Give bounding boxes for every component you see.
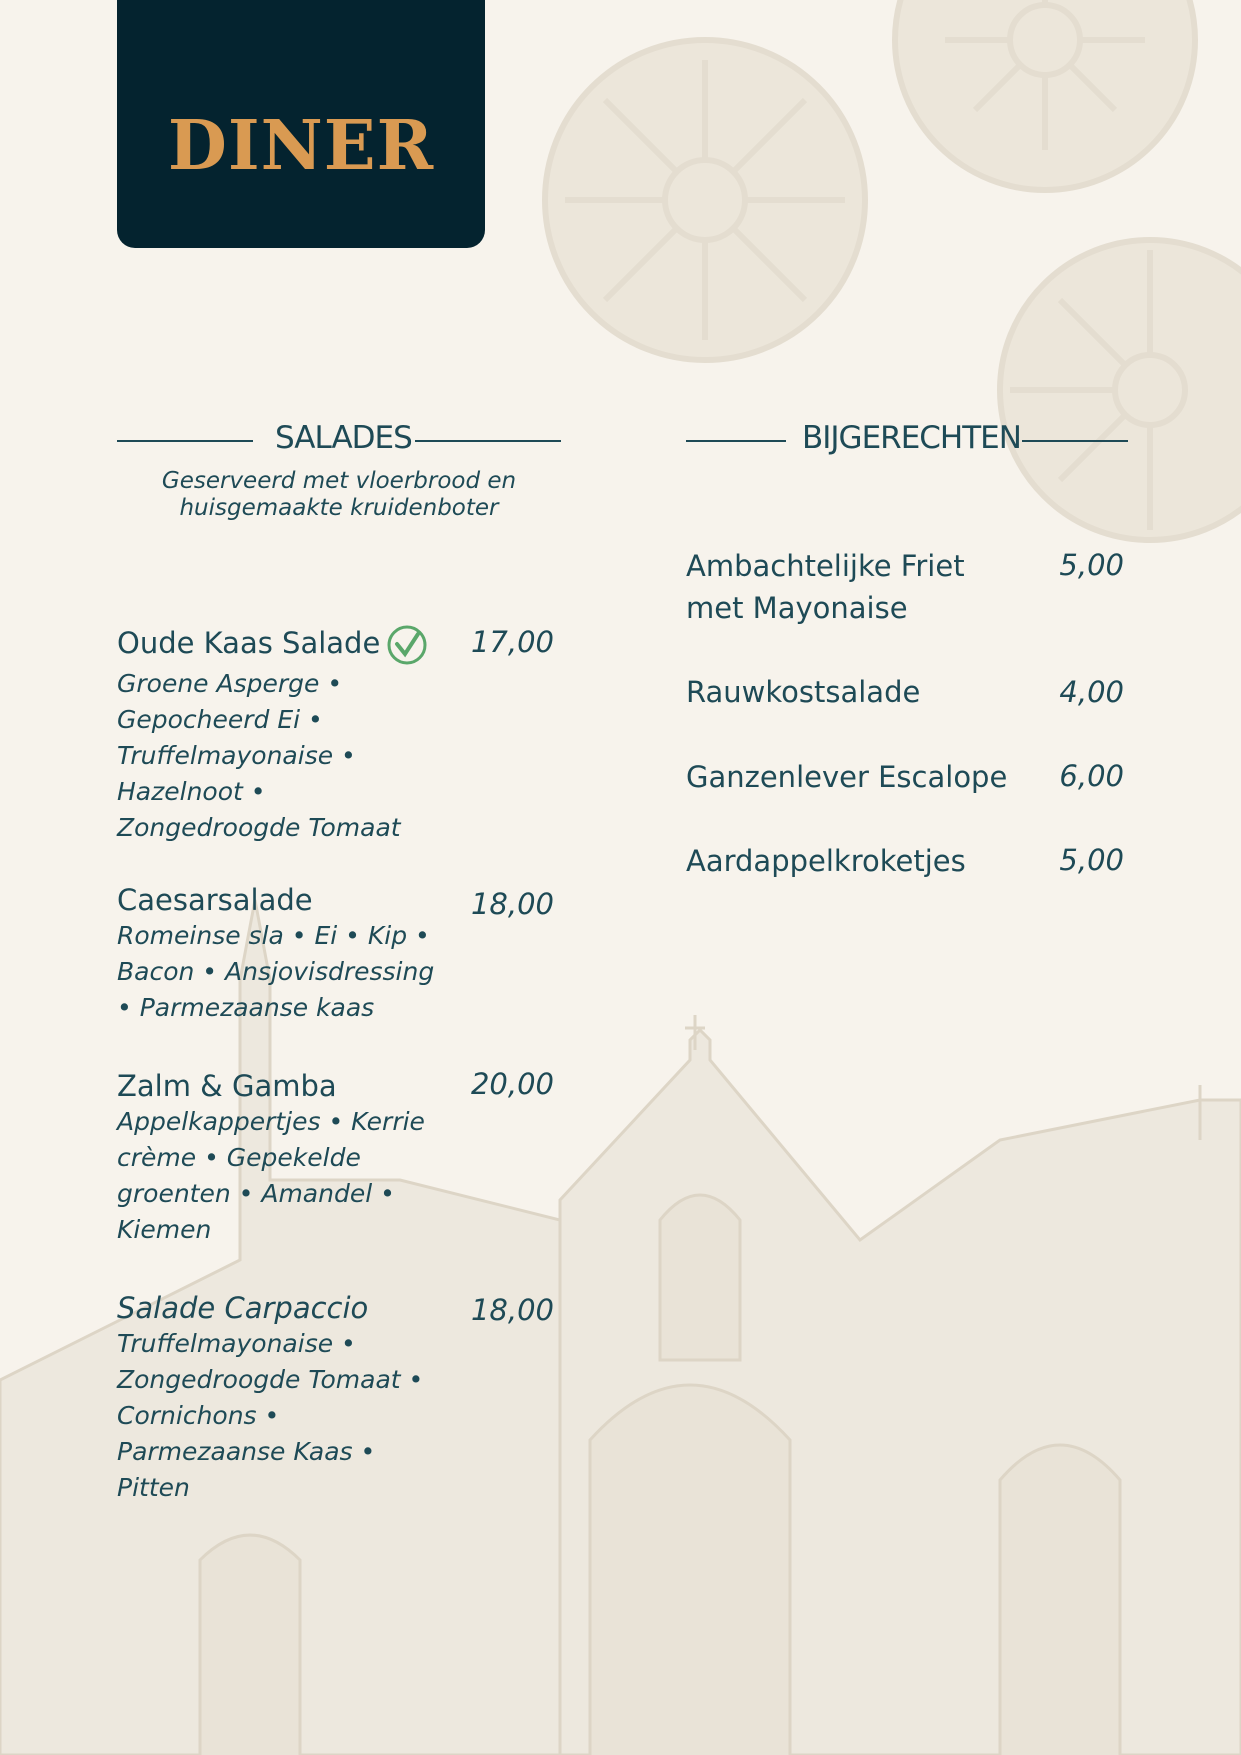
menu-item bbox=[117, 1068, 447, 1248]
bijgerechten-heading bbox=[686, 420, 1128, 460]
menu-item bbox=[117, 882, 447, 1026]
menu-title-box bbox=[117, 0, 485, 248]
side-item-name: Ganzenlever Escalope bbox=[686, 760, 1008, 794]
side-item-name: Rauwkostsalade bbox=[686, 675, 921, 709]
vegetarian-check-icon bbox=[386, 624, 428, 666]
menu-item-description: Appelkappertjes • Kerrie crème • Gepekelde groenten • Amandel • Kiemen bbox=[117, 1107, 425, 1244]
menu-title: DINER bbox=[167, 106, 435, 186]
side-item-price: 6,00 bbox=[1059, 759, 1124, 793]
menu-item-price: 18,00 bbox=[470, 887, 554, 921]
side-item-name: Aardappelkroketjes bbox=[686, 844, 966, 878]
salades-subtitle: Geserveerd met vloerbrood en huisgemaakte kruidenboter bbox=[161, 468, 517, 521]
menu-item-name: Oude Kaas Salade bbox=[117, 624, 447, 666]
heading-divider-right bbox=[1022, 440, 1128, 442]
menu-item-description: Romeinse sla • Ei • Kip • Bacon • Ansjovisdressing • Parmezaanse kaas bbox=[117, 921, 435, 1022]
menu-item-price: 17,00 bbox=[470, 625, 554, 659]
menu-item-price: 18,00 bbox=[470, 1293, 554, 1327]
salades-heading-label: SALADES bbox=[275, 420, 412, 456]
menu-item-price: 20,00 bbox=[470, 1067, 554, 1101]
side-item-price: 4,00 bbox=[1059, 675, 1124, 709]
menu-item-name: Caesarsalade bbox=[117, 883, 313, 917]
side-item-price: 5,00 bbox=[1059, 548, 1124, 582]
menu-item-description: Truffelmayonaise • Zongedroogde Tomaat • Cornichons • Parmezaanse Kaas • Pitten bbox=[117, 1329, 424, 1502]
menu-item-name: Salade Carpaccio bbox=[117, 1291, 369, 1325]
menu-item-description: Groene Asperge • Gepocheerd Ei • Truffelmayonaise • Hazelnoot • Zongedroogde Tomaat bbox=[117, 669, 401, 842]
bijgerechten-heading-label: BIJGERECHTEN bbox=[802, 420, 1021, 456]
menu-item bbox=[117, 1290, 447, 1506]
heading-divider-left bbox=[686, 440, 786, 442]
heading-divider-right bbox=[415, 440, 561, 442]
menu-item bbox=[117, 624, 447, 846]
heading-divider-left bbox=[117, 440, 253, 442]
salades-heading bbox=[117, 420, 561, 460]
side-item-price: 5,00 bbox=[1059, 843, 1124, 877]
menu-item-name: Zalm & Gamba bbox=[117, 1069, 337, 1103]
side-item-name: Ambachtelijke Friet met Mayonaise bbox=[686, 549, 965, 625]
